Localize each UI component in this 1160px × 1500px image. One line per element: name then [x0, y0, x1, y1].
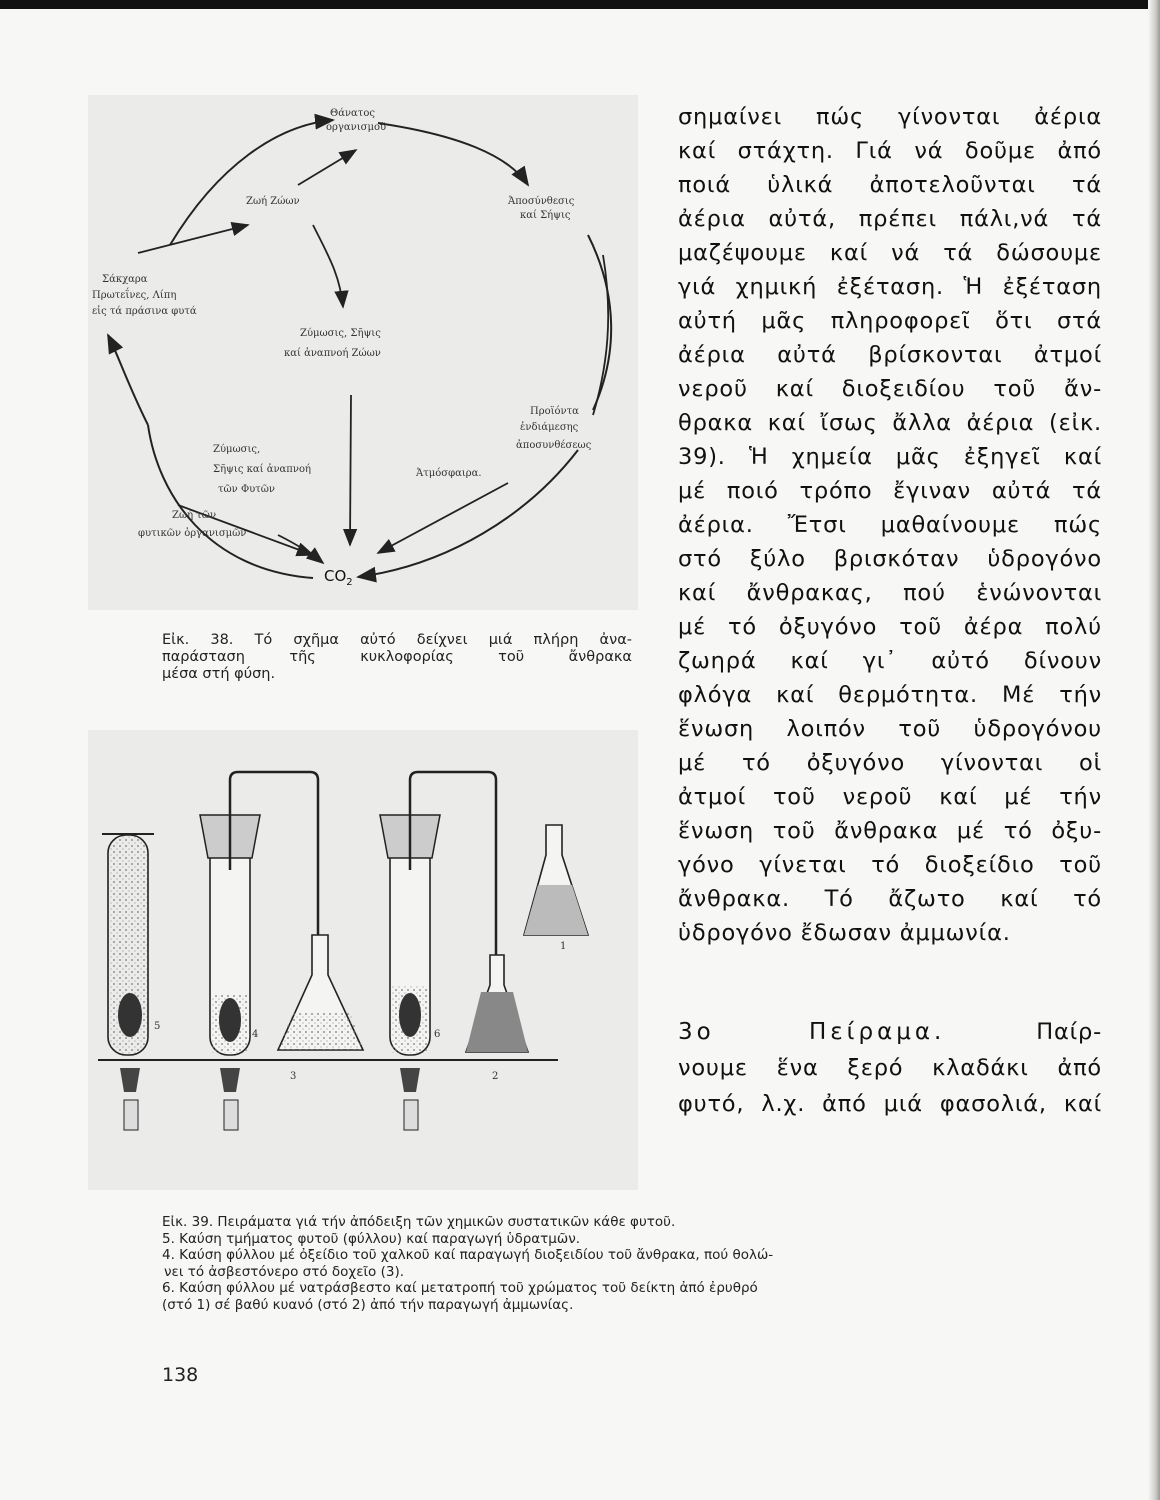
- label-ferment-animals-breath: καί ἀναπνοή Ζώων: [284, 348, 381, 359]
- label-decomposition: Ἀποσύνθεσις: [508, 196, 575, 207]
- body-text-line: ὑδρογόνο ἔδωσαν ἀμμωνία.: [678, 920, 1011, 946]
- body-text-line: ἀέρια αὐτά, πρέπει πάλι,νά τά: [678, 206, 1102, 232]
- body-text-line: γιά χημική ἐξέταση. Ἡ ἐξέταση: [678, 274, 1102, 300]
- body-text-line: γόνο γίνεται τό διοξείδιο τοῦ: [678, 852, 1102, 878]
- body-text-line: θρακα καί ἴσως ἄλλα ἀέρια (εἰκ.: [678, 410, 1102, 436]
- flask-label-1: 1: [560, 941, 567, 952]
- body-text-line: ἄνθρακα. Τό ἄζωτο καί τό: [678, 886, 1102, 912]
- body-text-line: αὐτή μᾶς πληροφορεῖ ὅτι στά: [678, 308, 1102, 334]
- top-edge: [0, 0, 1160, 9]
- label-death-organism: ὀργανισμοῦ: [326, 122, 387, 133]
- body-text-line: καί ἄνθρακας, πού ἑνώνονται: [678, 580, 1102, 606]
- body-text-line: ἀτμοί τοῦ νεροῦ καί μέ τήν: [678, 784, 1102, 810]
- tube-label-6: 6: [434, 1029, 441, 1040]
- flask-label-3: 3: [290, 1071, 297, 1082]
- figure-39-caption: [162, 1214, 1102, 1313]
- body-text-line: καί στάχτη. Γιά νά δοῦμε ἀπό: [678, 138, 1102, 164]
- label-products-intermediate: ἐνδιάμεσης: [520, 422, 579, 433]
- body-text-line: ποιά ὑλικά ἀποτελοῦνται τά: [678, 172, 1102, 198]
- figure-38-caption: [162, 632, 632, 683]
- label-ferment-animals: Ζύμωσις, Σῆψις: [300, 328, 381, 339]
- body-text-line: ἕνωση λοιπόν τοῦ ὑδρογόνου: [678, 716, 1102, 742]
- label-animal-life: Ζωή Ζώων: [246, 196, 300, 207]
- page-number: 138: [162, 1364, 199, 1386]
- page-binding-shadow: [1148, 0, 1160, 1500]
- experiment-heading: 3ο Πείραμα.: [678, 1019, 946, 1045]
- experiment-3-paragraph: [678, 1014, 1102, 1122]
- experiment-line: 3ο Πείραμα. Παίρ-: [678, 1019, 1102, 1045]
- caption-38-line: παράσταση τῆς κυκλοφορίας τοῦ ἄνθρακα: [162, 649, 632, 665]
- caption-39-line: (στό 1) σέ βαθύ κυανό (στό 2) ἀπό τήν παραγωγή ἀμμωνίας.: [162, 1296, 574, 1313]
- body-text-column: [678, 100, 1102, 950]
- caption-39-line: Εἰκ. 39. Πειράματα γιά τήν ἀπόδειξη τῶν χημικῶν συστατικῶν κάθε φυτοῦ.: [162, 1214, 676, 1230]
- body-text-line: νεροῦ καί διοξειδίου τοῦ ἄν-: [678, 376, 1102, 402]
- caption-39-line: 6. Καύση φύλλου μέ νατράσβεστο καί μετατροπή τοῦ χρώματος τοῦ δείκτη ἀπό ἐρυθρό: [162, 1280, 758, 1296]
- body-text-line: στό ξύλο βρισκόταν ὑδρογόνο: [678, 546, 1102, 572]
- body-text-line: σημαίνει πώς γίνονται ἀέρια: [678, 104, 1102, 130]
- body-text-line: 39). Ἡ χημεία μᾶς ἐξηγεῖ καί: [678, 444, 1102, 470]
- label-atmosphere: Ἀτμόσφαιρα.: [416, 468, 482, 479]
- body-text-line: φλόγα καί θερμότητα. Μέ τήν: [678, 682, 1102, 708]
- caption-39-line: 4. Καύση φύλλου μέ ὀξείδιο τοῦ χαλκοῦ καί παραγωγή διοξειδίου τοῦ ἄνθρακα, πού θολώ-: [162, 1247, 774, 1263]
- label-death: Θάνατος: [330, 108, 375, 119]
- label-green-plants: εἰς τά πράσινα φυτά: [92, 306, 197, 317]
- figure-39-experiments: [88, 730, 638, 1190]
- tube-label-5: 5: [154, 1021, 161, 1032]
- caption-39-line: 5. Καύση τμήματος φυτοῦ (φύλλου) καί παραγωγή ὑδρατμῶν.: [162, 1230, 581, 1247]
- label-decomposition-rot: καί Σήψις: [520, 210, 571, 221]
- body-text-line: μέ τό ὀξυγόνο τοῦ ἀέρα πολύ: [678, 614, 1102, 640]
- figure-38-carbon-cycle: [88, 95, 638, 610]
- caption-38-line: μέσα στή φύση.: [162, 666, 276, 682]
- apparatus-drawing: [88, 730, 638, 1190]
- experiment-line: νουμε ἕνα ξερό κλαδάκι ἀπό: [678, 1055, 1102, 1081]
- label-proteins: Πρωτεΐνες, Λίπη: [92, 290, 177, 301]
- flask-label-2: 2: [492, 1071, 499, 1082]
- label-plant-organisms: φυτικῶν ὀργανισμῶν: [138, 528, 247, 539]
- body-text-line: ἀέρια. Ἔτσι μαθαίνουμε πώς: [678, 512, 1102, 538]
- caption-38-line: Εἰκ. 38. Τό σχῆμα αὐτό δείχνει μιά πλήρη ἀνα-: [162, 632, 632, 648]
- tube-label-4: 4: [252, 1029, 259, 1040]
- label-products: Προϊόντα: [530, 406, 579, 417]
- body-text-line: μέ τό ὀξυγόνο γίνονται οἱ: [678, 750, 1102, 776]
- label-ferment-plants: Ζύμωσις,: [213, 444, 261, 455]
- body-text-line: μέ ποιό τρόπο ἔγιναν αὐτά τά: [678, 478, 1102, 504]
- label-co2: $CO_2$: [324, 567, 353, 588]
- label-ferment-plants-breath: Σῆψις καί ἀναπνοή: [213, 464, 311, 475]
- body-text-line: ἕνωση τοῦ ἄνθρακα μέ τό ὀξυ-: [678, 818, 1102, 844]
- label-products-decomposition: ἀποσυνθέσεως: [516, 440, 592, 451]
- label-ferment-plants-of: τῶν Φυτῶν: [218, 484, 275, 495]
- body-text-line: μαζέψουμε καί νά τά δώσουμε: [678, 240, 1102, 266]
- body-text-line: ἀέρια αὐτά βρίσκονται ἀτμοί: [678, 342, 1102, 368]
- body-text-line: ζωηρά καί γι᾽ αὐτό δίνουν: [678, 648, 1102, 674]
- caption-39-line: νει τό ἀσβεστόνερο στό δοχεῖο (3).: [164, 1263, 405, 1280]
- experiment-line: φυτό, λ.χ. ἀπό μιά φασολιά, καί: [678, 1091, 1102, 1117]
- label-sugars: Σάκχαρα: [102, 274, 148, 285]
- label-plant-life: Ζωή τῶν: [172, 510, 217, 521]
